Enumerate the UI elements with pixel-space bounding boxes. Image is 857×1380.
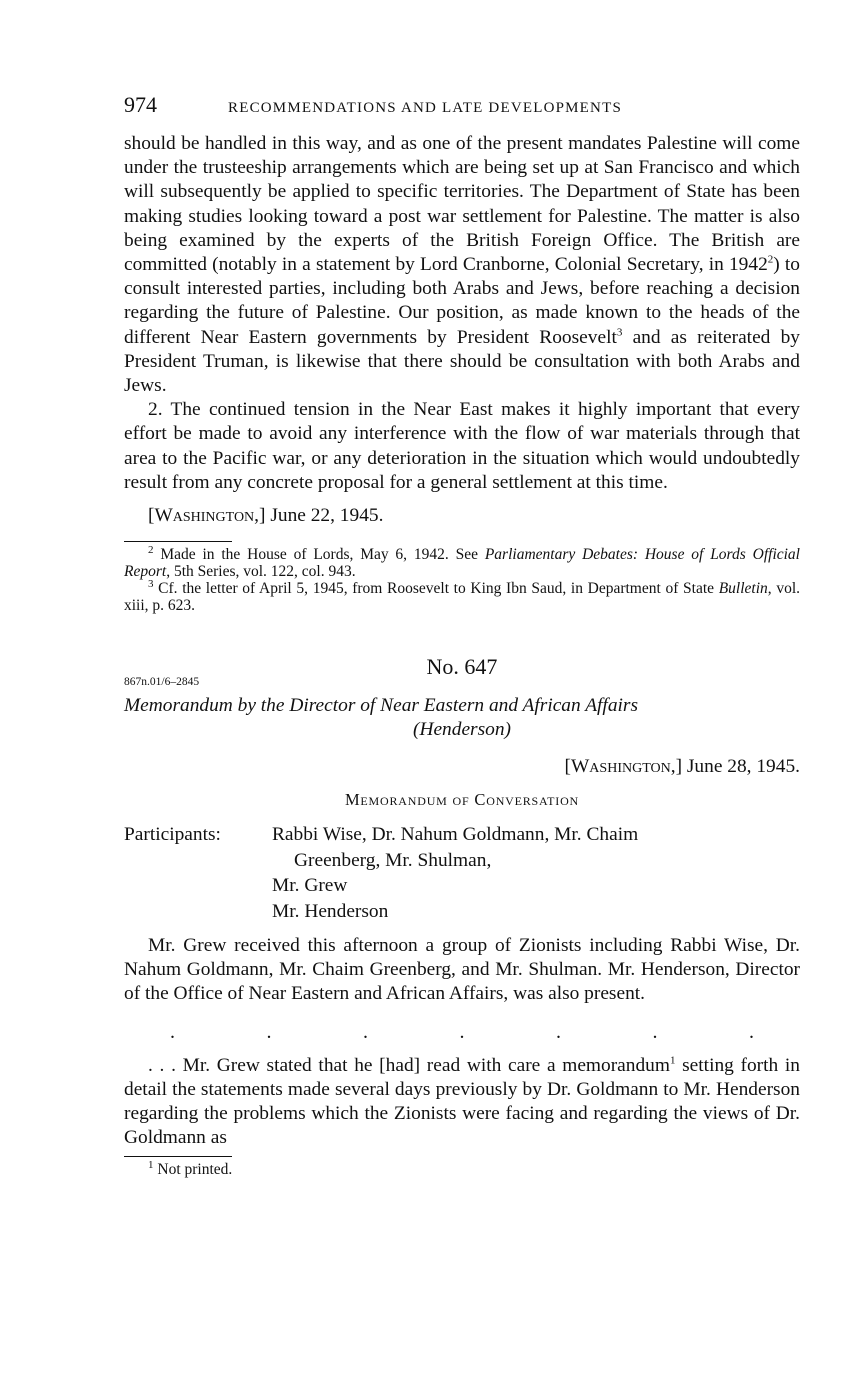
footnote-ref-2: 2 — [767, 253, 774, 266]
document-date: [Washington,] June 28, 1945. — [564, 756, 800, 778]
participants-list — [272, 822, 800, 924]
page-header — [124, 92, 800, 118]
footnote-3: $^3$ Cf. the letter of April 5, 1945, from Roosevelt to King Ibn Saud, in Department of State Bulletin, vol. xiii, p. 623. — [124, 577, 801, 615]
participant-line: Mr. Henderson — [272, 900, 389, 922]
file-number: 867n.01/6–2845 — [124, 676, 200, 689]
participants-block — [124, 822, 800, 924]
running-head: RECOMMENDATIONS AND LATE DEVELOPMENTS — [228, 100, 622, 116]
participant-line: Mr. Grew — [272, 875, 348, 897]
memo-paragraph-1: Mr. Grew received this afternoon a group of Zionists including Rabbi Wise, Dr. Nahum Goldmann, Mr. Chaim Greenberg, and Mr. Shulman. Mr. Henderson, Director of the Office of Near Eastern and African Affairs, was also present. — [124, 935, 800, 1005]
ellipsis-row: . . . . . . . — [170, 1020, 754, 1043]
footnote-ref-1: 1 — [669, 1054, 676, 1067]
footnote-ref-3: 3 — [616, 326, 623, 339]
participants-label: Participants: — [124, 824, 221, 846]
continued-paragraph: should be handled in this way, and as one of the present mandates Palestine will come under the trusteeship arrangements which are being set up at San Francisco and which will subsequently be applied to specific territories. The Department of State has been making studies looking toward a post war settlement for Palestine. The matter is also being examined by the experts of the British Foreign Office. The British are committed (notably in a statement by Lord Cranborne, Colonial Secretary, in 1942$^2$) to consult interested parties, including both Arabs and Jews, before reaching a decision regarding the future of Palestine. Our position, as made known to the heads of the different Near Eastern governments by President Roosevelt$^3$ and as reiterated by President Truman, is likewise that there should be consultation with both Arabs and Jews. — [124, 133, 801, 397]
participant-line: Greenberg, Mr. Shulman, — [294, 849, 492, 871]
footnote-2: $^2$ Made in the House of Lords, May 6, 1942. See Parliamentary Debates: House of Lords Official Report, 5th Series, vol. 122, col. 943. — [124, 543, 800, 581]
document-title — [124, 694, 800, 742]
memo-paragraph-2: . . . Mr. Grew stated that he [had] read with care a memorandum$^1$ setting forth in detail the statements made several days previously by Dr. Goldmann to Mr. Henderson regarding the problems which the Zionists were facing and regarding the views of Dr. Goldmann as — [124, 1054, 800, 1149]
memo-heading: Memorandum of Conversation — [344, 790, 580, 810]
footnote-rule — [124, 541, 232, 542]
dateline: [Washington,] June 22, 1945. — [148, 505, 384, 527]
document-number: No. 647 — [426, 654, 498, 680]
document-page — [124, 92, 800, 1178]
paragraph-2: 2. The continued tension in the Near East makes it highly important that every effort be made to avoid any interference with the flow of war materials through that area to the Pacific war, or any deterioration in the situation which would undoubtedly result from any concrete proposal for a general settlement at this time. — [124, 399, 800, 493]
page-number: 974 — [124, 92, 157, 117]
title-line-1: Memorandum by the Director of Near Eastern and African Affairs — [124, 695, 638, 717]
footnote-rule — [124, 1156, 232, 1157]
title-line-2: (Henderson) — [412, 719, 511, 741]
footnote-1: $^1$ Not printed. — [148, 1159, 233, 1179]
participant-line: Rabbi Wise, Dr. Nahum Goldmann, Mr. Chaim — [272, 824, 639, 846]
